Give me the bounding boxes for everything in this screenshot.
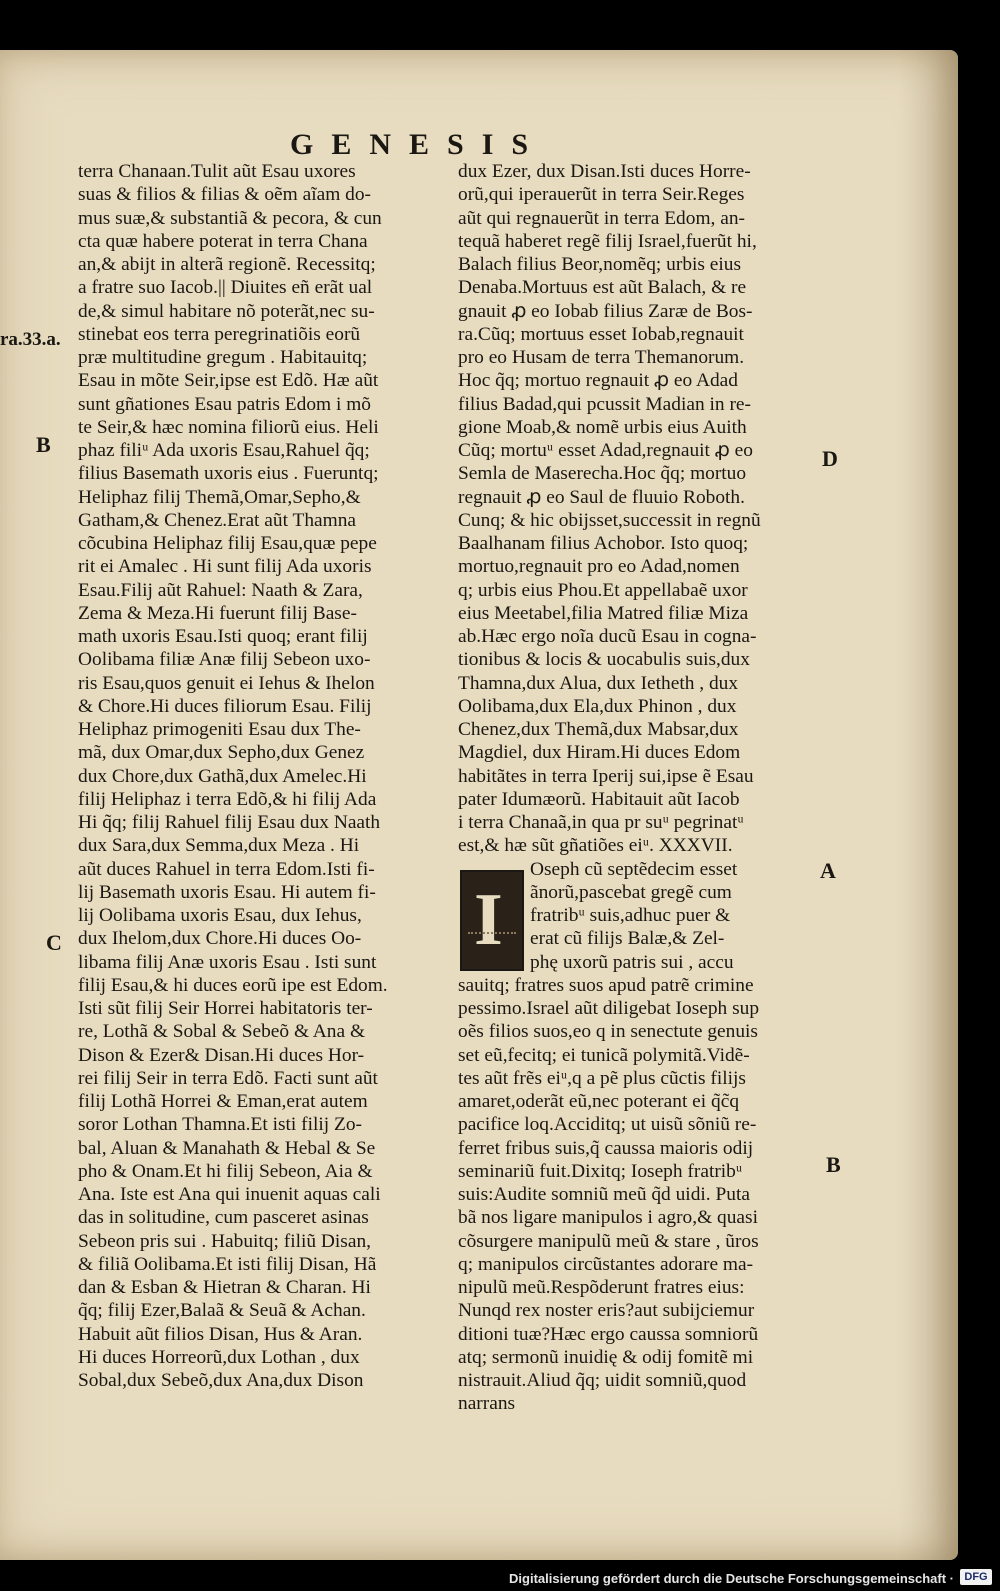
text-line: cõcubina Heliphaz filij Esau,quæ pepe — [78, 533, 377, 554]
text-line: das in solitudine, cum pasceret asinas — [78, 1207, 369, 1229]
text-line: mã, dux Omar,dux Sepho,dux Genez — [78, 742, 365, 764]
text-line: ãnorũ,pascebat gregẽ cum — [530, 881, 732, 903]
text-line: habitãtes in terra Iperij sui,ipse ẽ Esau — [458, 765, 754, 787]
text-line: Isti sũt filij Seir Horrei habitatoris ter- — [78, 998, 373, 1019]
text-line: pro eo Husam de terra Themanorum. — [458, 347, 745, 368]
margin-letter-c-left: C — [46, 930, 62, 955]
text-line: cõsurgere manipulũ meũ & stare , ũros — [458, 1230, 759, 1252]
running-head: GENESIS — [290, 128, 547, 161]
margin-letter-b-left: B — [36, 432, 51, 457]
text-line: cta quæ habere poterat in terra Chana — [78, 230, 368, 252]
text-line: nipulũ meũ.Respõderunt fratres eius: — [458, 1277, 745, 1298]
text-line: soror Lothan Thamna.Et isti filij Zo- — [78, 1114, 362, 1136]
text-line: & filiã Oolibama.Et isti filij Disan, Hã — [78, 1253, 377, 1275]
text-line: dan & Esban & Hietran & Charan. Hi — [78, 1277, 371, 1298]
text-line: q; manipulos circũstantes adorare ma- — [458, 1253, 754, 1275]
text-line: Esau.Filij aũt Rahuel: Naath & Zara, — [78, 579, 363, 601]
text-line: est,& hæ sũt gñatiões eiᵘ. XXXVII. — [458, 835, 733, 857]
text-line: Semla de Maserecha.Hoc q̃q; mortuo — [458, 463, 747, 485]
text-line: phaz filiᵘ Ada uxoris Esau,Rahuel q̃q; — [78, 440, 370, 461]
text-line: ferret fribus suis,q̃ caussa maioris odij — [458, 1137, 754, 1159]
text-line: atq; sermonũ inuidię & odij fomitẽ mi — [458, 1346, 754, 1368]
initial-letter: I — [474, 879, 503, 961]
text-line: nistrauit.Aliud q̃q; uidit somniũ,quod — [458, 1370, 747, 1391]
text-line: lij Basemath uxoris Esau. Hi autem fi- — [78, 881, 376, 903]
text-line: a fratre suo Iacob.|| Diuites eñ erãt ual — [78, 277, 373, 299]
text-line: & Chore.Hi duces filiorum Esau. Filij — [78, 695, 372, 717]
text-line: math uxoris Esau.Isti quoq; erant filij — [78, 626, 368, 647]
text-line: pater Idumæorũ. Habitauit aũt Iacob — [458, 788, 740, 810]
text-line: Oolibama filiæ Anæ filij Sebeon uxo- — [78, 649, 371, 671]
text-line: filij Esau,& hi duces eorũ ipe est Edom. — [78, 974, 388, 996]
text-line: terra Chanaan.Tulit aũt Esau uxores — [78, 161, 356, 182]
text-line: aũt qui regnauerũt in terra Edom, an- — [458, 207, 745, 229]
text-line: Thamna,dux Alua, dux Ietheth , dux — [458, 672, 739, 694]
text-line: gnauit ꝓ eo Iobab filius Zaræ de Bos- — [458, 300, 753, 322]
text-line: pacifice loq.Acciditq; ut uisũ sõniũ re- — [458, 1114, 757, 1136]
text-line: sauitq; fratres suos apud patrẽ crimine — [458, 974, 754, 996]
text-line: regnauit ꝓ eo Saul de fluuio Roboth. — [458, 486, 745, 508]
text-line: filij Lothã Horrei & Eman,erat autem — [78, 1091, 368, 1112]
text-line: præ multitudine gregum . Habitauitq; — [78, 347, 368, 368]
text-line: an,& abijt in alterã regionẽ. Recessitq; — [78, 254, 376, 275]
text-line: Denaba.Mortuus est aũt Balach, & re — [458, 277, 747, 299]
text-line: rit ei Amalec . Hi sunt filij Ada uxoris — [78, 556, 372, 578]
text-line: set eũ,fecitq; ei tunicã polymitã.Vidẽ- — [458, 1044, 750, 1066]
text-line: q; urbis eius Phou.Et appellabaẽ uxor — [458, 579, 748, 601]
text-line: Cũq; mortuᵘ esset Adad,regnauit ꝓ eo — [458, 440, 753, 461]
text-line: eius Meetabel,filia Matred filiæ Miza — [458, 602, 749, 624]
text-line: suis:Audite somniũ meũ q̃d uidi. Puta — [458, 1184, 750, 1205]
right-text-column — [458, 160, 813, 1416]
text-line: tes aũt frẽs eiᵘ,q a pẽ plus cũctis filijs — [458, 1067, 746, 1089]
text-line: bã nos ligare manipulos i agro,& quasi — [458, 1207, 758, 1229]
text-line: Heliphaz primogeniti Esau dux The- — [78, 719, 361, 740]
text-line: Hoc q̃q; mortuo regnauit ꝓ eo Adad — [458, 370, 738, 392]
text-line: fratribᵘ suis,adhuc puer & — [530, 905, 731, 926]
text-line: Dison & Ezer& Disan.Hi duces Hor- — [78, 1044, 365, 1066]
text-line: rei filij Seir in terra Edõ. Facti sunt aũt — [78, 1067, 378, 1089]
text-line: ditioni tuæ?Hæc ergo caussa somniorũ — [458, 1323, 759, 1345]
text-line: Magdiel, dux Hiram.Hi duces Edom — [458, 742, 741, 764]
book-page — [0, 50, 958, 1560]
text-line: amaret,oderãt eũ,nec poterant ei q̃c̃q — [458, 1091, 740, 1112]
text-line: tequã haberet regẽ filij Israel,fuerũt hi, — [458, 230, 757, 252]
text-line: Nunqd rex noster eris?aut subijciemur — [458, 1300, 755, 1322]
text-line: dux Ihelom,dux Chore.Hi duces Oo- — [78, 928, 362, 950]
text-line: Heliphaz filij Themã,Omar,Sepho,& — [78, 486, 361, 508]
text-line: Hi q̃q; filij Rahuel filij Esau dux Naath — [78, 812, 381, 833]
text-line: pho & Onam.Et hi filij Sebeon, Aia & — [78, 1160, 373, 1182]
text-line: re, Lothã & Sobal & Sebeõ & Ana & — [78, 1021, 366, 1043]
text-line: dux Chore,dux Gathã,dux Amelec.Hi — [78, 765, 367, 787]
text-line: gione Moab,& nomẽ urbis eius Auith — [458, 416, 747, 438]
text-line: libama filij Anæ uxoris Esau . Isti sunt — [78, 951, 377, 973]
text-line: Baalhanam filius Achobor. Isto quoq; — [458, 533, 749, 554]
text-line: Hi duces Horreorũ,dux Lothan , dux — [78, 1346, 360, 1368]
text-line: mus suæ,& substantiã & pecora, & cun — [78, 207, 382, 229]
text-line: Oseph cũ septẽdecim esset — [530, 858, 738, 880]
text-line: Balach filius Beor,nomẽq; urbis eius — [458, 254, 742, 275]
margin-letter-a-right: A — [820, 858, 836, 883]
text-line: Chenez,dux Themã,dux Mabsar,dux — [458, 719, 739, 740]
text-line: te Seir,& hæc nomina filiorũ eius. Heli — [78, 416, 379, 438]
text-line: phę uxorũ patris sui , accu — [530, 951, 734, 973]
margin-letter-b-right: B — [826, 1152, 841, 1177]
text-line: tionibus & locis & uocabulis suis,dux — [458, 649, 750, 671]
text-line: dux Sara,dux Semma,dux Meza . Hi — [78, 835, 360, 857]
text-line: filius Badad,qui pcussit Madian in re- — [458, 393, 751, 415]
text-line: lij Oolibama uxoris Esau, dux Iehus, — [78, 905, 362, 926]
left-text-column — [78, 160, 440, 1392]
text-line: i terra Chanaã,in qua pr suᵘ pegrinatᵘ — [458, 812, 744, 833]
margin-letter-d-right: D — [822, 446, 838, 471]
text-line: aũt duces Rahuel in terra Edom.Isti fi- — [78, 858, 375, 880]
text-line: orũ,qui iperauerũt in terra Seir.Reges — [458, 184, 745, 206]
text-line: filius Basemath uxoris eius . Fueruntq; — [78, 463, 379, 485]
decorated-initial — [460, 870, 524, 971]
text-line: Sebeon pris sui . Habuitq; filiũ Disan, — [78, 1230, 371, 1252]
footer-credit: Digitalisierung gefördert durch die Deutsche Forschungsgemeinschaft · — [509, 1571, 954, 1586]
text-line: ris Esau,quos genuit ei Iehus & Ihelon — [78, 672, 375, 694]
initial-ornament — [468, 932, 516, 964]
text-line: mortuo,regnauit pro eo Adad,nomen — [458, 556, 740, 578]
text-line: Cunq; & hic obijsset,successit in regnũ — [458, 509, 761, 531]
text-line: de,& simul habitare nõ poterãt,nec su- — [78, 300, 375, 322]
dfg-logo: DFG — [960, 1569, 992, 1585]
text-line: ab.Hæc ergo noĩa ducũ Esau in cogna- — [458, 626, 757, 647]
text-line: Gatham,& Chenez.Erat aũt Thamna — [78, 509, 357, 531]
text-line: sunt gñationes Esau patris Edom i mõ — [78, 393, 371, 415]
text-line: Esau in mõte Seir,ipse est Edõ. Hæ aũt — [78, 370, 379, 392]
text-line: narrans — [458, 1393, 516, 1415]
text-line: oẽs filios suos,eo q in senectute genuis — [458, 1021, 758, 1043]
text-line: ra.Cũq; mortuus esset Iobab,regnauit — [458, 323, 744, 345]
text-line: Ana. Iste est Ana qui inuenit aquas cali — [78, 1184, 381, 1205]
text-line: Habuit aũt filios Disan, Hus & Aran. — [78, 1323, 363, 1345]
text-line: seminariũ fuit.Dixitq; Ioseph fratribᵘ — [458, 1160, 743, 1182]
text-line: suas & filios & filias & oẽm aĩam do- — [78, 184, 371, 206]
text-line: dux Ezer, dux Disan.Isti duces Horre- — [458, 161, 751, 182]
margin-reference: ra.33.a. — [0, 329, 61, 350]
text-line: Sobal,dux Sebeõ,dux Ana,dux Dison — [78, 1370, 364, 1391]
text-line: erat cũ filijs Balæ,& Zel- — [530, 928, 725, 950]
text-line: filij Heliphaz i terra Edõ,& hi filij Ada — [78, 788, 377, 810]
text-line: stinebat eos terra peregrinatiõis eorũ — [78, 323, 361, 345]
text-line: bal, Aluan & Manahath & Hebal & Se — [78, 1137, 376, 1159]
text-line: q̃q; filij Ezer,Balaã & Seuã & Achan. — [78, 1300, 366, 1322]
text-line: pessimo.Israel aũt diligebat Ioseph sup — [458, 998, 760, 1019]
text-line: Oolibama,dux Ela,dux Phinon , dux — [458, 695, 737, 717]
text-line: Zema & Meza.Hi fuerunt filij Base- — [78, 602, 357, 624]
